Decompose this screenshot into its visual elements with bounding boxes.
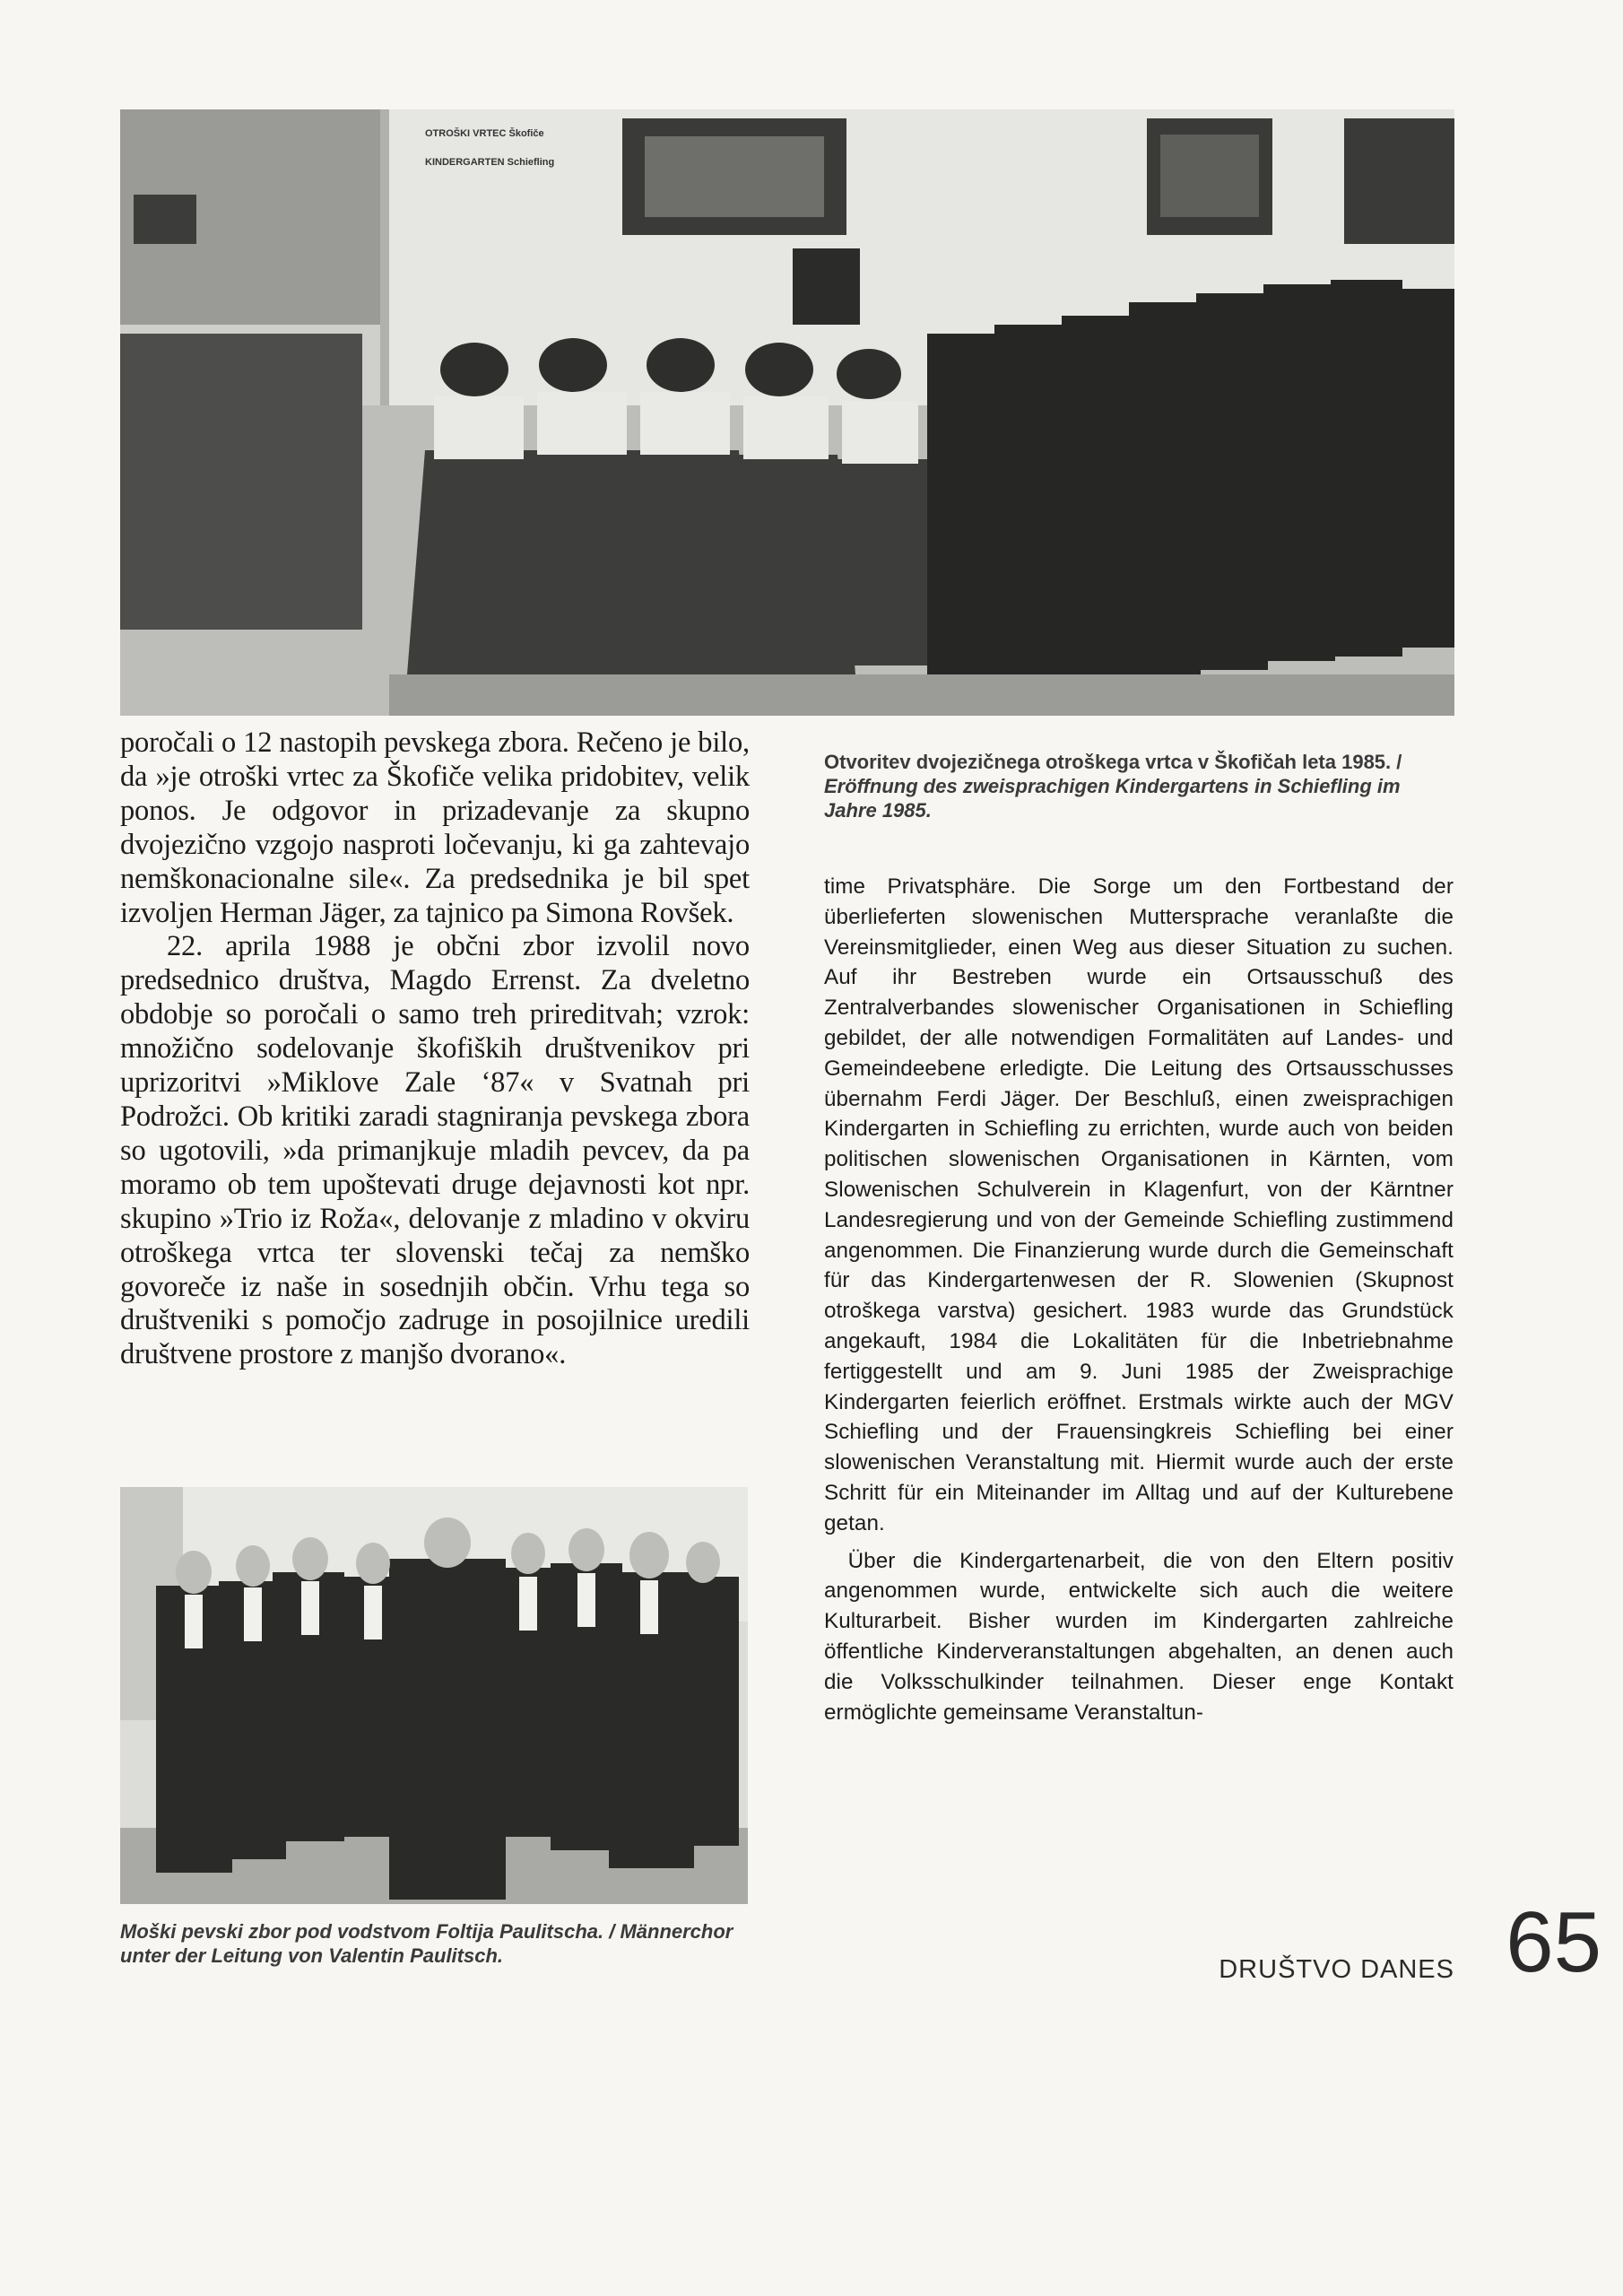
slovene-paragraph-1: poročali o 12 nastopih pevskega zbora. Rečeno je bilo, da »je otroški vrtec za Škofiče velika pridobitev, velik ponos. Je odgovor in prizadevanje za skupno dvojezično vzgojo nasproti ločevanju, ki ga zahtevajo nemškonacionalne sile«. Za predsednika je bil spet izvoljen Herman Jäger, za tajnico pa Simona Rovšek. xyxy=(120,726,750,929)
mens-choir-photo xyxy=(120,1487,748,1904)
sign-line-2: KINDERGARTEN Schiefling xyxy=(425,157,555,168)
german-paragraph-1: time Privatsphäre. Die Sorge um den Fortbestand der überlieferten slowenischen Muttersprache veranlaßte die Vereinsmitglieder, einen Weg aus dieser Situation zu suchen. Auf ihr Bestreben wurde ein Ortsausschuß des Zentralverbandes slowenischer Organisationen in Schiefling gebildet, der alle notwendigen Formalitäten auf Landes- und Gemeindeebene erledigte. Die Leitung des Ortsausschusses übernahm Ferdi Jäger. Der Beschluß, einen zweisprachigen Kindergarten in Schiefling zu errichten, wurde auch von beiden politischen slowenischen Organisationen in Kärnten, vom Slowenischen Schulverein in Klagenfurt, von der Kärntner Landesregierung und von der Gemeinde Schiefling zustimmend angenommen. Die Finanzierung wurde durch die Gemeinschaft für das Kindergartenwesen der R. Slowenien (Skupnost otroškega varstva) gesichert. 1983 wurde das Grundstück angekauft, 1984 die Lokalitäten für die Inbetriebnahme fertiggestellt und am 9. Juni 1985 der Zweisprachige Kindergarten feierlich eröffnet. Erstmals wirkte auch der MGV Schiefling und der Frauensingkreis Schiefling bei einer slowenischen Veranstaltung mit. Hiermit wurde auch der erste Schritt für ein Miteinander im Alltag und auf der Kulturebene getan. xyxy=(824,874,1454,1535)
kindergarten-opening-photo xyxy=(120,109,1454,716)
slovene-paragraph-2: 22. aprila 1988 je občni zbor izvolil novo predsednico društva, Magdo Errenst. Za dveletno obdobje so poročali o samo treh prireditvah; vzrok: množično sodelovanje škofiških društvenikov pri uprizoritvi »Miklove Zale ‘87« v Svatnah pri Podrožci. Ob kritiki zaradi stagniranja pevskega zbora so ugotovili, »da primanjkuje mladih pevcev, da pa moramo ob tem upoštevati druge dejavnosti kot npr. skupino »Trio iz Roža«, delovanje z mladino v okviru otroškega vrtca ter slovenski tečaj za nemško govoreče iz naše in sosednjih občin. Vrhu tega so društveniki s pomočjo zadruge in posojilnice uredili društvene prostore z manjšo dvorano«. xyxy=(120,930,750,1371)
caption-slovene: Otvoritev dvojezičnega otroškega vrtca v Škofičah leta 1985. / xyxy=(824,751,1402,773)
german-paragraph-2: Über die Kindergartenarbeit, die von den Eltern positiv angenommen wurde, entwickelte sich auch die weitere Kulturarbeit. Bisher wurden im Kindergarten zahlreiche öffentliche Kinderveranstaltungen abgehalten, an denen auch die Volksschulkinder teilnahmen. Dieser enge Kontakt ermöglichte gemeinsame Veranstaltun- xyxy=(824,1548,1454,1725)
running-head: DRUŠTVO DANES xyxy=(1219,1955,1454,1984)
page-number: 65 xyxy=(1506,1894,1601,1990)
kindergarten-opening-illustration xyxy=(120,109,1454,716)
sign-line-1: OTROŠKI VRTEC Škofiče xyxy=(425,128,544,139)
slovene-article-column xyxy=(120,726,750,1372)
bottom-photo-caption: Moški pevski zbor pod vodstvom Foltija Paulitscha. / Männerchor unter der Leitung von Valentin Paulitsch. xyxy=(120,1920,733,1967)
german-article-column xyxy=(824,872,1454,1727)
caption-german: Eröffnung des zweisprachigen Kindergartens in Schiefling im Jahre 1985. xyxy=(824,775,1401,822)
top-photo-caption xyxy=(824,750,1454,822)
mens-choir-illustration xyxy=(120,1487,748,1904)
